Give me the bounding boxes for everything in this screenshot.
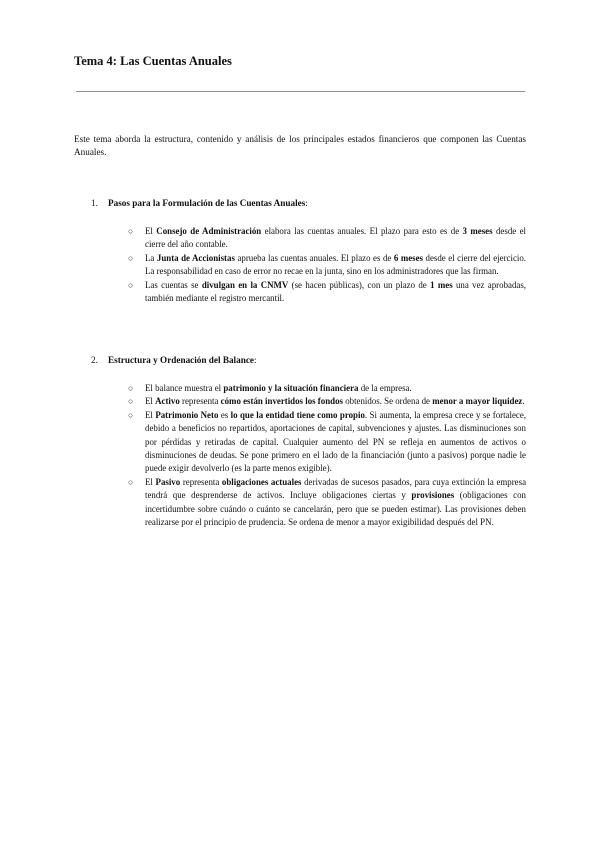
text-run: El (145, 226, 157, 236)
text-run: representa (180, 476, 222, 487)
bold-term: 1 mes (430, 279, 453, 290)
list-item (74, 279, 526, 306)
text-run: es (218, 409, 231, 420)
section-number: 2. (91, 355, 98, 365)
bold-term: cómo están invertidos los fondos (220, 396, 343, 407)
text-run: El (145, 396, 156, 407)
text-run: desde el cierre del año contable. (145, 226, 526, 250)
text-run: El (145, 476, 156, 487)
text-run: Las cuentas se (145, 279, 202, 290)
text-run: de la empresa. (358, 383, 412, 393)
text-run: obtenidos. Se ordena de (342, 396, 433, 407)
bold-term: 6 meses (393, 252, 423, 263)
section-list (74, 225, 526, 305)
hollow-bullet-icon: ○ (128, 396, 134, 407)
text-run: . Si aumenta, la empresa crece y se fortalece, debido a beneficios no repartidos, aportaciones de capital, subvenciones y ajustes. Las disminuciones son por pérdidas y retiradas de capital. Cualquier aumento del PN se refleja en aumentos de activos o disminuciones de deudas. Se pone primero en el lado de la financiación (junto a pasivos) porque nadie le puede exigir devolverlo (es la parte menos exigible). (145, 409, 526, 474)
list-item (74, 225, 526, 252)
bold-term: lo que la entidad tiene como propio (230, 409, 365, 420)
section-heading (74, 354, 526, 367)
text-run: una vez aprobadas, también mediante el registro mercantil. (145, 279, 526, 304)
list-item (74, 382, 526, 395)
bold-term: divulgan en la CNMV (201, 279, 289, 290)
bold-term: Junta de Accionistas (156, 252, 235, 263)
bold-term: Consejo de Administración (156, 226, 262, 236)
section-formulation (74, 197, 526, 305)
hollow-bullet-icon: ○ (128, 252, 134, 263)
text-run: El balance muestra el (145, 383, 224, 393)
bold-term: Activo (155, 396, 180, 407)
text-run: La (145, 252, 157, 263)
section-heading-suffix: : (305, 198, 308, 208)
intro-paragraph: Este tema aborda la estructura, contenido y análisis de los principales estados financieros que componen las Cuentas Anuales. (74, 134, 526, 157)
text-run: . (522, 396, 525, 407)
text-run: representa (179, 396, 221, 407)
text-run: derivadas de sucesos pasados, para cuya extinción la empresa tendrá que desprenderse de activos. Incluye obligaciones ciertas y (145, 476, 527, 501)
text-run: (se hacen públicas), con un plazo de (288, 279, 431, 290)
section-heading-suffix: : (253, 355, 257, 365)
bold-term: obligaciones actuales (221, 476, 302, 487)
text-run: elabora las cuentas anuales. El plazo para esto es de (261, 226, 463, 236)
document-title: Tema 4: Las Cuentas Anuales (74, 54, 232, 68)
title-divider (76, 91, 525, 92)
section-heading-text: Estructura y Ordenación del Balance (108, 355, 254, 365)
bold-term: menor a mayor liquidez (432, 396, 523, 407)
text-run: El (145, 409, 156, 420)
section-balance (74, 354, 526, 529)
list-item (74, 409, 526, 476)
hollow-bullet-icon: ○ (128, 476, 134, 487)
text-run: (obligaciones con incertidumbre sobre cuándo o cuánto se cancelarán, pero que se pueden estimar). Las provisiones deben realizarse por el principio de prudencia. Se ordena de menor a mayor exigibilidad después del PN. (145, 490, 526, 528)
list-item (74, 476, 526, 530)
text-run: desde el cierre del ejercicio. La responsabilidad en caso de error no recae en la junta, sino en los administradores que las firman. (145, 252, 527, 277)
bold-term: Patrimonio Neto (155, 409, 219, 420)
hollow-bullet-icon: ○ (128, 409, 134, 420)
hollow-bullet-icon: ○ (128, 383, 134, 393)
section-heading-text: Pasos para la Formulación de las Cuentas Anuales (108, 198, 306, 208)
section-heading (74, 197, 526, 210)
list-item (74, 395, 526, 408)
bold-term: 3 meses (462, 226, 493, 236)
hollow-bullet-icon: ○ (128, 279, 134, 290)
list-item (74, 252, 526, 279)
bold-term: provisiones (411, 490, 455, 501)
bold-term: patrimonio y la situación financiera (223, 383, 359, 393)
bold-term: Pasivo (155, 476, 181, 487)
section-list (74, 382, 526, 529)
hollow-bullet-icon: ○ (128, 226, 134, 236)
section-number: 1. (91, 198, 98, 208)
text-run: aprueba las cuentas anuales. El plazo es de (234, 252, 394, 263)
